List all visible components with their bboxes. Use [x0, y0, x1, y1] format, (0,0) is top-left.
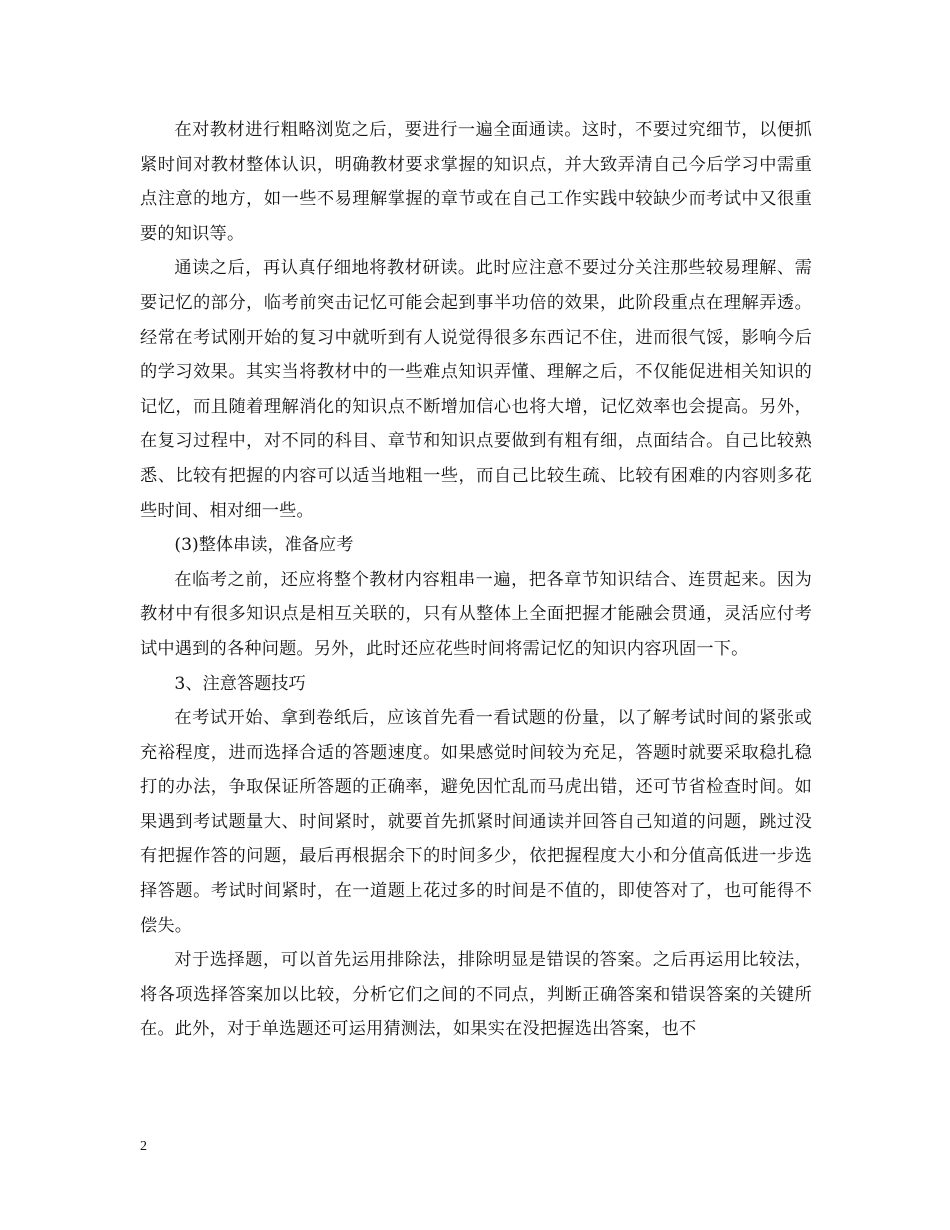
paragraph-before-exam: 在临考之前，还应将整个教材内容粗串一遍，把各章节知识结合、连贯起来。因为教材中有很多知识点是相互关联的，只有从整体上全面把握才能融会贯通，灵活应付考试中遇到的各种问题。另外，此时还应花些时间将需记忆的知识内容巩固一下。	[140, 569, 812, 659]
paragraph-read-through: 在对教材进行粗略浏览之后，要进行一遍全面通读。这时，不要过究细节，以便抓紧时间对教材整体认识，明确教材要求掌握的知识点，并大致弄清自己今后学习中需重点注意的地方，如一些不易理解掌握的章节或在自己工作实践中较缺少而考试中又很重要的知识等。	[140, 120, 812, 244]
page-number: 2	[140, 1139, 147, 1154]
section-heading-answer-skills: 3、注意答题技巧	[174, 673, 306, 694]
subheading-overall-review: (3)整体串读，准备应考	[174, 535, 354, 556]
paragraph-multiple-choice: 对于选择题，可以首先运用排除法，排除明显是错误的答案。之后再运用比较法，将各项选择答案加以比较，分析它们之间的不同点，判断正确答案和错误答案的关键所在。此外，对于单选题还可运用猜测法，如果实在没把握选出答案，也不	[140, 950, 812, 1040]
document-body	[140, 113, 812, 1047]
paragraph-study-carefully: 通读之后，再认真仔细地将教材研读。此时应注意不要过分关注那些较易理解、需要记忆的部分，临考前突击记忆可能会起到事半功倍的效果，此阶段重点在理解弄透。经常在考试刚开始的复习中就听到有人说觉得很多东西记不住，进而很气馁，影响今后的学习效果。其实当将教材中的一些难点知识弄懂、理解之后，不仅能促进相关知识的记忆，而且随着理解消化的知识点不断增加信心也将大增，记忆效率也会提高。另外，在复习过程中，对不同的科目、章节和知识点要做到有粗有细，点面结合。自己比较熟悉、比较有把握的内容可以适当地粗一些，而自己比较生疏、比较有困难的内容则多花些时间、相对细一些。	[140, 258, 812, 521]
paragraph-exam-start: 在考试开始、拿到卷纸后，应该首先看一看试题的份量，以了解考试时间的紧张或充裕程度，进而选择合适的答题速度。如果感觉时间较为充足，答题时就要采取稳扎稳打的办法，争取保证所答题的正确率，避免因忙乱而马虎出错，还可节省检查时间。如果遇到考试题量大、时间紧时，就要首先抓紧时间通读并回答自己知道的问题，跳过没有把握作答的问题，最后再根据余下的时间多少，依把握程度大小和分值高低进一步选择答题。考试时间紧时，在一道题上花过多的时间是不值的，即使答对了，也可能得不偿失。	[140, 708, 812, 936]
